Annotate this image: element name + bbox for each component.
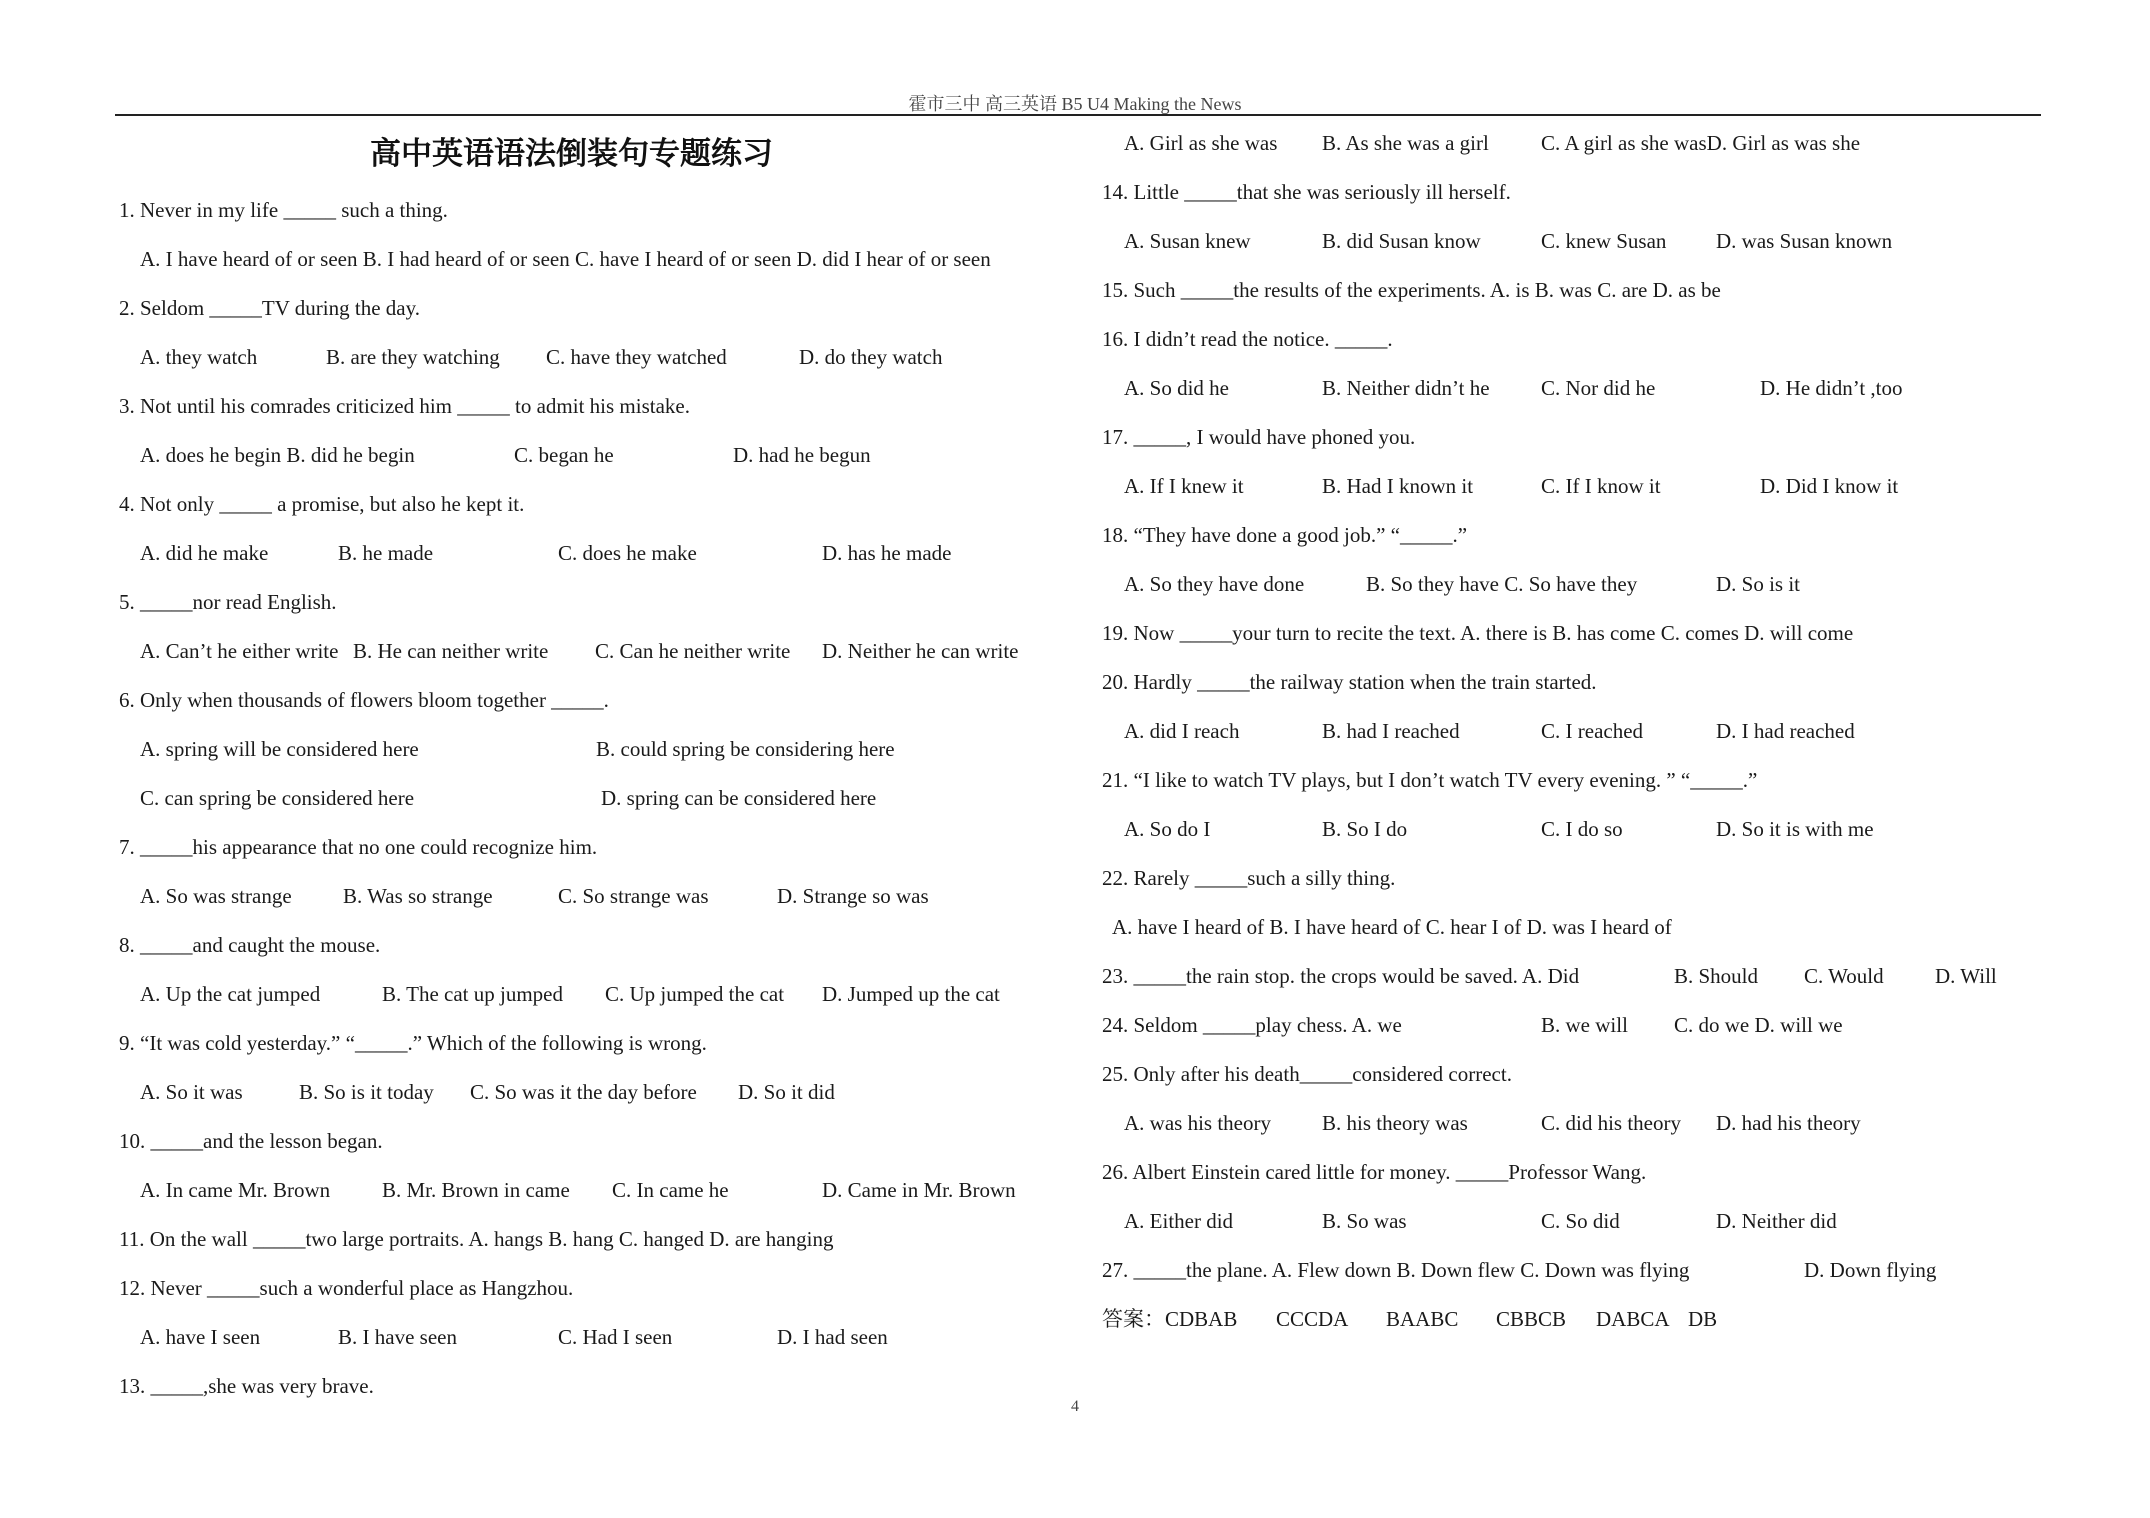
answer-option: C. In came he — [612, 1178, 729, 1202]
answer-option: C. Had I seen — [558, 1325, 673, 1349]
answer-option: C. So strange was — [558, 884, 709, 908]
answer-option: C. Can he neither write — [595, 639, 791, 663]
question-text: 7. _____his appearance that no one could recognize him. — [119, 835, 598, 859]
question-text: 1. Never in my life _____ such a thing. — [119, 198, 448, 222]
answer-option: A. have I heard of B. I have heard of C. hear I of D. was I heard of — [1112, 915, 1672, 939]
answer-option: A. did he make — [140, 541, 269, 565]
answer-option: B. did Susan know — [1322, 229, 1481, 253]
answer-option: B. had I reached — [1322, 719, 1460, 743]
answer-option: A. So it was — [140, 1080, 243, 1104]
question-text: 3. Not until his comrades criticized him _____ to admit his mistake. — [119, 394, 690, 418]
answer-option: A. So they have done — [1124, 572, 1305, 596]
answer-option: A. does he begin B. did he begin — [140, 443, 415, 467]
answer-option: A. was his theory — [1124, 1111, 1271, 1135]
answer-option: C. knew Susan — [1541, 229, 1667, 253]
header-rule — [115, 114, 2041, 116]
answer-option: A. Either did — [1124, 1209, 1234, 1233]
answer-option: C. can spring be considered here — [140, 786, 415, 810]
answer-option: D. So it did — [738, 1080, 835, 1104]
answer-option: C. So was it the day before — [470, 1080, 697, 1104]
answer-option: A. In came Mr. Brown — [140, 1178, 331, 1202]
answer-option: A. Girl as she was — [1124, 131, 1278, 155]
answer-option: B. Should — [1674, 964, 1759, 988]
question-text: 19. Now _____your turn to recite the text. A. there is B. has come C. comes D. will come — [1102, 621, 1854, 645]
question-text: 22. Rarely _____such a silly thing. — [1102, 866, 1396, 890]
question-text: 13. _____,she was very brave. — [119, 1374, 374, 1398]
answer-option: D. had he begun — [733, 443, 871, 467]
answer-option: B. Neither didn’t he — [1322, 376, 1490, 400]
answer-option: A. Susan knew — [1124, 229, 1251, 253]
answer-option: B. his theory was — [1322, 1111, 1468, 1135]
answer-option: C. Up jumped the cat — [605, 982, 785, 1006]
answer-option: D. has he made — [822, 541, 952, 565]
question-text: 16. I didn’t read the notice. _____. — [1102, 327, 1393, 351]
answer-option: B. As she was a girl — [1322, 131, 1489, 155]
answer-option: A. So do I — [1124, 817, 1211, 841]
answer-option: A. Up the cat jumped — [140, 982, 321, 1006]
answer-option: C. began he — [514, 443, 614, 467]
question-text: 2. Seldom _____TV during the day. — [119, 296, 420, 320]
answer-option: B. I have seen — [338, 1325, 457, 1349]
question-text: 27. _____the plane. A. Flew down B. Down flew C. Down was flying — [1102, 1258, 1690, 1282]
answer-option: D. was Susan known — [1716, 229, 1893, 253]
answer-option: D. had his theory — [1716, 1111, 1861, 1135]
question-text: 23. _____the rain stop. the crops would be saved. A. Did — [1102, 964, 1580, 988]
answer-option: C. If I know it — [1541, 474, 1661, 498]
answer-option: B. So I do — [1322, 817, 1408, 841]
answer-option: D. Neither did — [1716, 1209, 1837, 1233]
answer-option: A. they watch — [140, 345, 258, 369]
answer-option: B. He can neither write — [353, 639, 549, 663]
answer-option: C. have they watched — [546, 345, 727, 369]
answer-option: A. spring will be considered here — [140, 737, 419, 761]
question-text: 20. Hardly _____the railway station when the train started. — [1102, 670, 1597, 694]
question-text: 5. _____nor read English. — [119, 590, 337, 614]
answer-option: D. Strange so was — [777, 884, 929, 908]
answer-option: DABCA — [1596, 1307, 1670, 1331]
answer-option: D. Neither he can write — [822, 639, 1019, 663]
answer-option: D. I had reached — [1716, 719, 1855, 743]
question-text: 4. Not only _____ a promise, but also he kept it. — [119, 492, 525, 516]
answer-option: D. spring can be considered here — [601, 786, 877, 810]
answer-option: B. So was — [1322, 1209, 1407, 1233]
question-text: 24. Seldom _____play chess. A. we — [1102, 1013, 1402, 1037]
question-text: 6. Only when thousands of flowers bloom together _____. — [119, 688, 609, 712]
page-title: 高中英语语法倒装句专题练习 — [370, 136, 773, 172]
answer-option: DB — [1688, 1307, 1718, 1331]
answer-option: D. Down flying — [1804, 1258, 1937, 1282]
answer-option: D. Did I know it — [1760, 474, 1899, 498]
answer-option: A. I have heard of or seen B. I had heard of or seen C. have I heard of or seen D. did I hear of or seen — [140, 247, 991, 271]
question-text: 答案：CDBAB — [1102, 1307, 1238, 1331]
question-text: 25. Only after his death_____considered correct. — [1102, 1062, 1512, 1086]
answer-option: C. Would — [1804, 964, 1884, 988]
answer-option: B. Mr. Brown in came — [382, 1178, 570, 1202]
answer-option: B. are they watching — [326, 345, 500, 369]
answer-option: B. we will — [1541, 1013, 1628, 1037]
question-text: 17. _____, I would have phoned you. — [1102, 425, 1416, 449]
page-header: 霍市三中 高三英语 B5 U4 Making the News — [908, 94, 1242, 114]
answer-option: A. If I knew it — [1124, 474, 1244, 498]
answer-option: A. So was strange — [140, 884, 292, 908]
answer-option: C. do we D. will we — [1674, 1013, 1843, 1037]
question-text: 18. “They have done a good job.” “_____.” — [1102, 523, 1468, 547]
answer-option: B. So is it today — [299, 1080, 434, 1104]
answer-option: B. he made — [338, 541, 434, 565]
question-text: 9. “It was cold yesterday.” “_____.” Which of the following is wrong. — [119, 1031, 707, 1055]
question-text: 26. Albert Einstein cared little for money. _____Professor Wang. — [1102, 1160, 1647, 1184]
question-text: 21. “I like to watch TV plays, but I don’t watch TV every evening. ” “_____.” — [1102, 768, 1758, 792]
answer-option: C. Nor did he — [1541, 376, 1656, 400]
answer-option: A. have I seen — [140, 1325, 261, 1349]
answer-option: D. So it is with me — [1716, 817, 1874, 841]
answer-option: A. Can’t he either write — [140, 639, 339, 663]
answer-option: BAABC — [1386, 1307, 1459, 1331]
answer-option: B. Was so strange — [343, 884, 493, 908]
question-text: 15. Such _____the results of the experiments. A. is B. was C. are D. as be — [1102, 278, 1721, 302]
question-text: 14. Little _____that she was seriously ill herself. — [1102, 180, 1511, 204]
answer-option: D. I had seen — [777, 1325, 888, 1349]
page-number: 4 — [1071, 1398, 1079, 1415]
question-text: 8. _____and caught the mouse. — [119, 933, 381, 957]
answer-option: CCCDA — [1276, 1307, 1349, 1331]
answer-option: D. So is it — [1716, 572, 1801, 596]
answer-option: D. Will — [1935, 964, 1997, 988]
answer-option: B. So they have C. So have they — [1366, 572, 1638, 596]
answer-option: B. Had I known it — [1322, 474, 1474, 498]
question-text: 10. _____and the lesson began. — [119, 1129, 383, 1153]
answer-option: CBBCB — [1496, 1307, 1567, 1331]
answer-option: C. A girl as she wasD. Girl as was she — [1541, 131, 1861, 155]
answer-option: B. The cat up jumped — [382, 982, 563, 1006]
question-text: 12. Never _____such a wonderful place as Hangzhou. — [119, 1276, 574, 1300]
answer-option: C. So did — [1541, 1209, 1620, 1233]
answer-option: B. could spring be considering here — [596, 737, 895, 761]
answer-option: C. does he make — [558, 541, 697, 565]
answer-option: D. do they watch — [799, 345, 943, 369]
answer-option: C. I do so — [1541, 817, 1623, 841]
answer-option: A. So did he — [1124, 376, 1229, 400]
answer-option: D. Jumped up the cat — [822, 982, 1000, 1006]
question-text: 11. On the wall _____two large portraits. A. hangs B. hang C. hanged D. are hanging — [119, 1227, 834, 1251]
answer-option: D. Came in Mr. Brown — [822, 1178, 1016, 1202]
answer-option: C. did his theory — [1541, 1111, 1681, 1135]
answer-option: D. He didn’t ,too — [1760, 376, 1903, 400]
answer-option: C. I reached — [1541, 719, 1644, 743]
answer-option: A. did I reach — [1124, 719, 1240, 743]
